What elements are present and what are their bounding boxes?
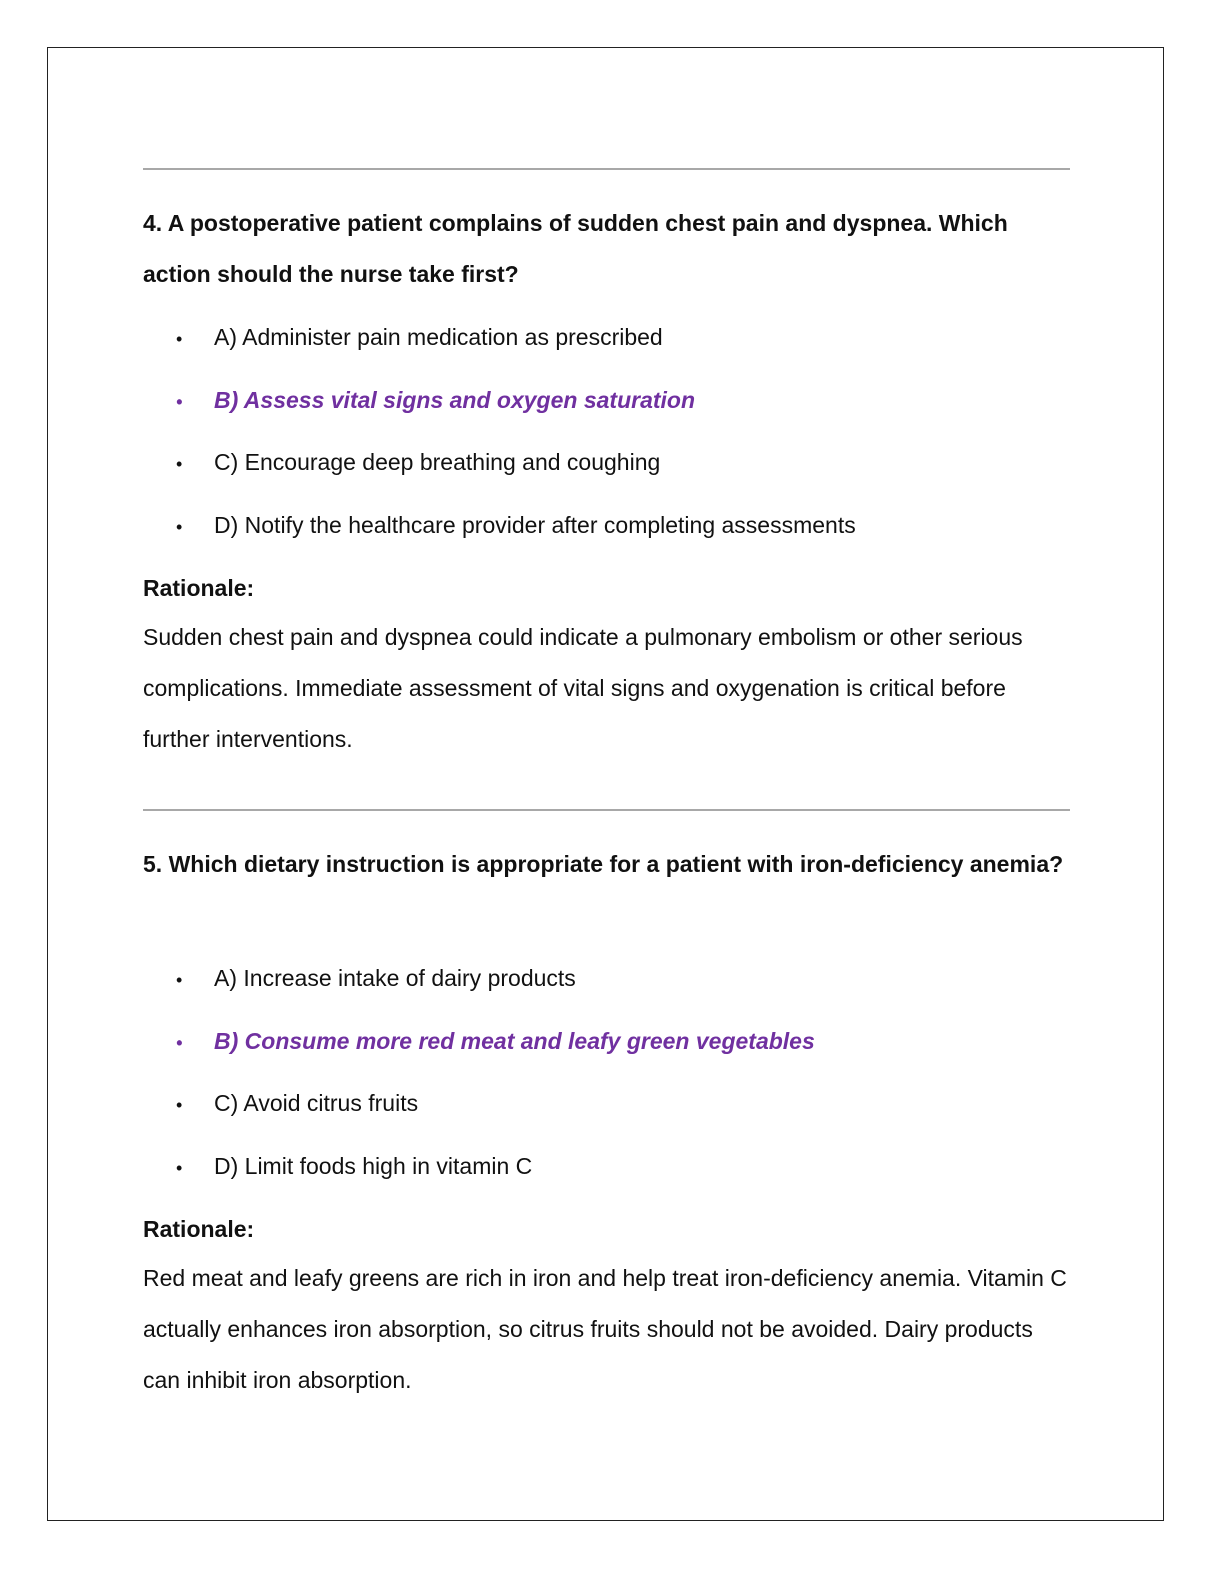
question-4-rationale-text: Sudden chest pain and dyspnea could indicate a pulmonary embolism or other serious complications. Immediate assessment of vital signs and oxygenation is critical before further interventions. [143,624,1023,752]
question-5-text: 5. Which dietary instruction is appropriate for a patient with iron-deficiency anemia? [143,851,1064,877]
option-label: C) Avoid citrus fruits [214,1090,419,1116]
bullet-icon: • [176,392,183,412]
question-5-rationale-text: Red meat and leafy greens are rich in iron and help treat iron-deficiency anemia. Vitamin C actually enhances iron absorption, so citrus fruits should not be avoided. Dairy products can inhibit iron absorption. [143,1265,1067,1393]
question-4-option-b-correct [176,385,1076,417]
question-5-option-d [176,1151,1076,1183]
option-label: C) Encourage deep breathing and coughing [214,449,661,475]
question-5-option-c [176,1088,1076,1120]
bullet-icon: • [176,454,183,474]
divider-line [143,809,1070,811]
question-4-rationale-label: Rationale: [143,575,255,601]
bullet-icon: • [176,1033,183,1053]
divider-line [143,168,1070,170]
question-5-option-b-correct [176,1026,1076,1058]
option-label: D) Limit foods high in vitamin C [214,1153,533,1179]
question-5-option-a [176,963,1076,995]
option-label: A) Administer pain medication as prescribed [214,324,663,350]
option-label: A) Increase intake of dairy products [214,965,576,991]
question-4-text: 4. A postoperative patient complains of sudden chest pain and dyspnea. Which action should the nurse take first? [143,210,1008,287]
option-label: B) Consume more red meat and leafy green vegetables [214,1028,815,1054]
bullet-icon: • [176,970,183,990]
bullet-icon: • [176,329,183,349]
option-label: D) Notify the healthcare provider after completing assessments [214,512,856,538]
bullet-icon: • [176,1158,183,1178]
question-4-option-d [176,510,1076,542]
bullet-icon: • [176,517,183,537]
question-4-option-a [176,322,1076,354]
question-5-rationale-label: Rationale: [143,1216,255,1242]
bullet-icon: • [176,1095,183,1115]
question-4-option-c [176,447,1076,479]
option-label: B) Assess vital signs and oxygen saturation [214,387,696,413]
